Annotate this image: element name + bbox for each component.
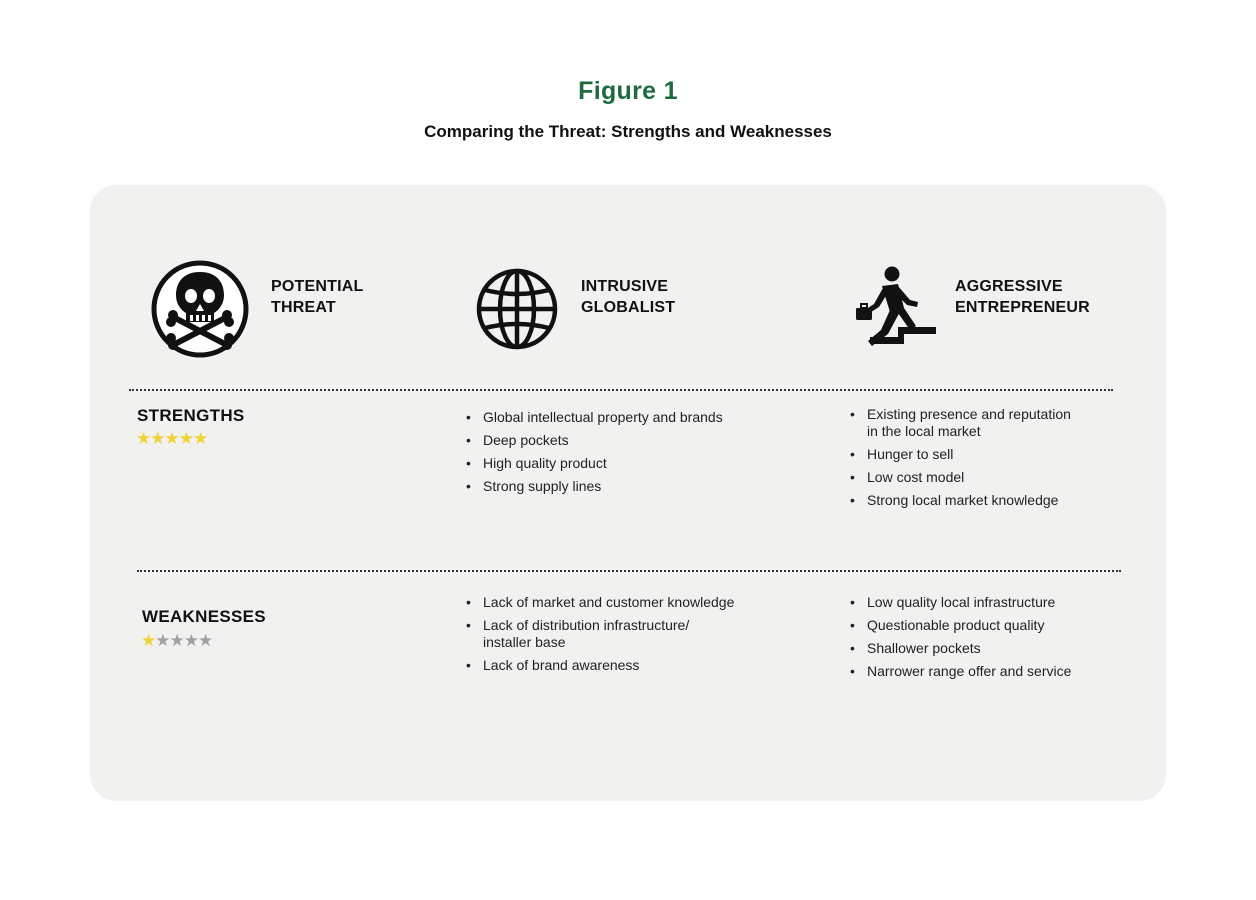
list-item: • Existing presence and reputation in the local market bbox=[850, 406, 1110, 440]
star-filled: ★ bbox=[141, 631, 156, 650]
list-item: • Strong local market knowledge bbox=[850, 492, 1110, 509]
list-item: • Hunger to sell bbox=[850, 446, 1110, 463]
label-line: POTENTIAL bbox=[271, 278, 364, 295]
list-item: • Shallower pockets bbox=[850, 640, 1110, 657]
strengths-globalist-list bbox=[466, 409, 766, 501]
column-label-aggressive-entrepreneur bbox=[955, 276, 1090, 318]
label-line: INTRUSIVE bbox=[581, 278, 669, 295]
weaknesses-entrepreneur-list bbox=[850, 594, 1110, 686]
skull-crossbones-icon bbox=[149, 258, 251, 360]
figure-title: Figure 1 bbox=[578, 77, 678, 105]
star-empty: ★★★★ bbox=[155, 631, 213, 650]
figure-subtitle: Comparing the Threat: Strengths and Weaknesses bbox=[424, 122, 832, 141]
globe-icon bbox=[475, 266, 559, 352]
list-item: • Low cost model bbox=[850, 469, 1110, 486]
list-item: • Narrower range offer and service bbox=[850, 663, 1110, 680]
weaknesses-rating bbox=[141, 632, 212, 649]
column-label-intrusive-globalist bbox=[581, 276, 675, 318]
star-filled: ★★★★★ bbox=[136, 429, 208, 448]
strengths-entrepreneur-list bbox=[850, 406, 1110, 515]
label-line: GLOBALIST bbox=[581, 299, 676, 316]
label-line: ENTREPRENEUR bbox=[955, 299, 1090, 316]
column-label-potential-threat bbox=[271, 276, 363, 318]
divider-rows bbox=[137, 570, 1121, 572]
list-item: • Lack of market and customer knowledge bbox=[466, 594, 766, 611]
list-item: • Lack of distribution infrastructure/ installer base bbox=[466, 617, 766, 651]
weaknesses-label: WEAKNESSES bbox=[142, 607, 266, 626]
running-businessman-icon bbox=[852, 264, 940, 354]
list-item: • Strong supply lines bbox=[466, 478, 766, 495]
weaknesses-globalist-list bbox=[466, 594, 766, 680]
list-item: • Global intellectual property and brands bbox=[466, 409, 766, 426]
label-line: AGGRESSIVE bbox=[955, 278, 1063, 295]
strengths-label: STRENGTHS bbox=[137, 406, 245, 425]
list-item: • Questionable product quality bbox=[850, 617, 1110, 634]
list-item: • High quality product bbox=[466, 455, 766, 472]
strengths-rating bbox=[136, 430, 207, 447]
list-item: • Deep pockets bbox=[466, 432, 766, 449]
list-item: • Lack of brand awareness bbox=[466, 657, 766, 674]
list-item: • Low quality local infrastructure bbox=[850, 594, 1110, 611]
divider-header bbox=[129, 389, 1113, 391]
label-line: THREAT bbox=[271, 299, 336, 316]
